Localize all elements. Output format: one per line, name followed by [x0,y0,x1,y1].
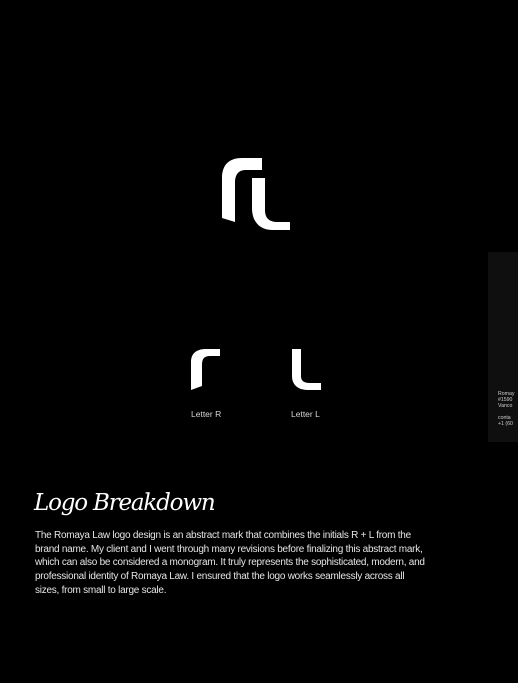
letter-l-shape-icon [291,348,321,390]
card-line: Vanco [498,403,513,409]
letter-r-caption: Letter R [191,409,222,419]
card-line: conta [498,415,511,421]
letter-r-shape-icon [190,348,220,390]
side-business-card [488,252,518,442]
card-line: Romay [498,391,515,397]
section-description: The Romaya Law logo design is an abstract mark that combines the initials R + L from the brand name. My client and I went through many revisions before finalizing this abstract mark, which can also be considered a monogram. It truly represents the sophisticated, modern, and professional identity of Romaya Law. I ensured that the logo works seamlessly across all sizes, from small to large scale. [35,530,425,596]
section-title: Logo Breakdown [34,490,215,516]
card-line: +1 (60 [498,421,513,427]
romaya-law-monogram-icon [220,156,292,230]
letter-l-caption: Letter L [291,409,320,419]
card-line: #1590 [498,397,513,403]
